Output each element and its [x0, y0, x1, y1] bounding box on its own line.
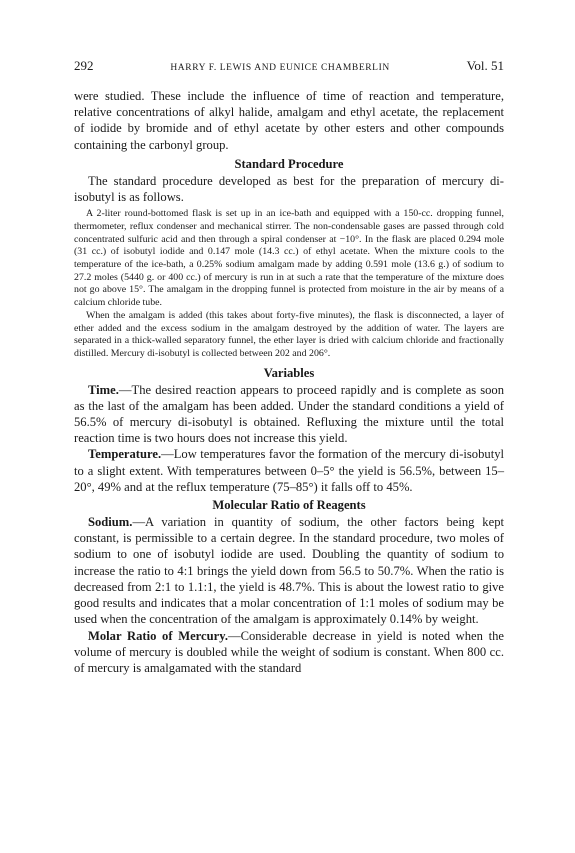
molecular-ratio-heading: Molecular Ratio of Reagents [212, 498, 366, 513]
running-header [74, 58, 504, 76]
sodium-runin-label: Sodium. [88, 515, 133, 530]
author-names: HARRY F. LEWIS AND EUNICE CHAMBERLIN [170, 63, 390, 73]
standard-procedure-heading: Standard Procedure [234, 156, 344, 171]
sodium-text: —A variation in quantity of sodium, the other factors being kept constant, is permissible to a certain degree. In the standard procedure, two moles of sodium to one of isobutyl iodide are used. Doubling the quantity of sodium to increase the ratio to 4:1 brings the yield down from 56.5 to 50.7%. When the ratio is decreased from 2:1 to 1.1:1, the yield is 48.7%. This is about the lowest ratio to give good results and indicates that a molar concentration of 1:1 moles of sodium may be used when the concentration of the amalgam is approximately 0.14% by weight. [74, 515, 504, 627]
procedure-detail-paragraph-1: A 2-liter round-bottomed flask is set up in an ice-bath and equipped with a 150-cc. dropping funnel, thermometer, reflux condenser and mechanical stirrer. The non-condensable gases are passed through cold concentrated sulfuric acid and then through a spiral condenser at −10°. In the flask are placed 0.294 mole (31 cc.) of isobutyl iodide and 0.147 mole (14.3 cc.) of ethyl acetate. When the mixture cools to the temperature of the ice-bath, a 0.25% sodium amalgam made by adding 0.591 mole (13.6 g.) of sodium to 27.2 moles (5440 g. or 400 cc.) of mercury is run in at such a rate that the temperature of the mixture does not go above 15°. The amalgam in the dropping funnel is protected from moisture in the air by means of a calcium chloride tube. [74, 208, 504, 309]
time-runin-label: Time. [88, 382, 119, 397]
mercury-text: —Considerable decrease in yield is noted when the volume of mercury is doubled while the weight of sodium is constant. When 800 cc. of mercury is amalgamated with the standard [74, 628, 504, 675]
time-text: —The desired reaction appears to proceed rapidly and is complete as soon as the last of the amalgam has been added. Under the standard conditions a yield of 56.5% of mercury di-isobutyl is obtained. Refluxing the mixture until the total reaction time is two hours does not increase this yield. [74, 382, 504, 446]
page-number: 292 [74, 58, 94, 73]
paper-page [74, 58, 504, 676]
sodium-paragraph [74, 514, 504, 627]
temperature-paragraph [74, 446, 504, 495]
time-paragraph [74, 382, 504, 447]
temperature-text: —Low temperatures favor the formation of the mercury di-isobutyl to a slight extent. With temperatures between 0–5° the yield is 56.5%, between 15–20°, 49% and at the reflux temperature (75–85°) it falls off to 45%. [74, 447, 504, 494]
mercury-paragraph [74, 628, 504, 677]
mercury-runin-label: Molar Ratio of Mercury. [88, 628, 228, 643]
standard-procedure-lead: The standard procedure developed as best for the preparation of mercury di-isobutyl is as follows. [74, 173, 504, 205]
temperature-runin-label: Temperature. [88, 447, 162, 462]
volume-label: Vol. 51 [466, 58, 504, 73]
intro-paragraph: were studied. These include the influence of time of reaction and temperature, relative concentrations of alkyl halide, amalgam and ethyl acetate, the replacement of iodide by bromide and of ethyl acetate by other esters and other compounds containing the carbonyl group. [74, 89, 504, 152]
variables-heading: Variables [263, 365, 315, 380]
procedure-detail-paragraph-2: When the amalgam is added (this takes about forty-five minutes), the flask is disconnected, a layer of ether added and the excess sodium in the amalgam destroyed by the addition of water. The layers are separated in a thick-walled separatory funnel, the ether layer is dried with calcium chloride and fractionally distilled. Mercury di-isobutyl is collected between 202 and 206°. [74, 309, 504, 359]
